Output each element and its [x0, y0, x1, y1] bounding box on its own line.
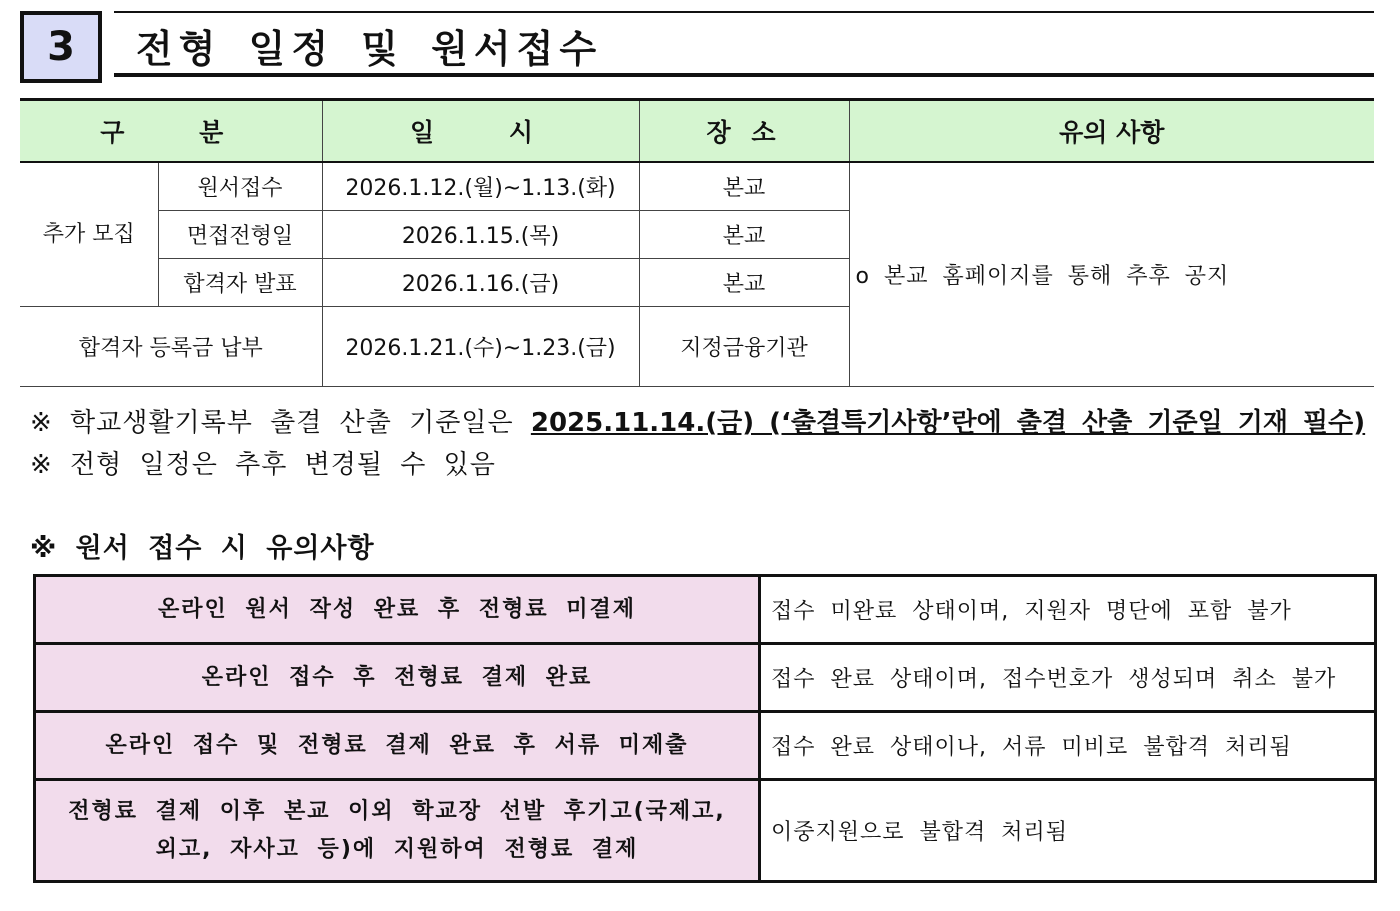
section-number: 3 — [20, 11, 102, 83]
caution-title: ※ 원서 접수 시 유의사항 — [30, 533, 375, 564]
notes-cell: o 본교 홈페이지를 통해 추후 공지 — [849, 162, 1374, 387]
row-item: 원서접수 — [158, 162, 322, 211]
caution-condition: 온라인 접수 및 전형료 결제 완료 후 서류 미제출 — [35, 712, 760, 780]
note-attendance-prefix: ※ 학교생활기록부 출결 산출 기준일은 — [30, 408, 531, 438]
payment-item: 합격자 등록금 납부 — [20, 307, 322, 387]
schedule-header-row — [20, 100, 1374, 163]
title-rule-bottom — [114, 73, 1374, 77]
header-category: 구 분 — [20, 100, 322, 163]
row-item: 합격자 발표 — [158, 259, 322, 307]
caution-result: 접수 미완료 상태이며, 지원자 명단에 포함 불가 — [760, 576, 1376, 644]
group-label: 추가 모집 — [20, 162, 158, 307]
table-row — [35, 712, 1376, 780]
header-notes: 유의 사항 — [849, 100, 1374, 163]
row-place: 본교 — [639, 259, 849, 307]
caution-result: 접수 완료 상태이며, 접수번호가 생성되며 취소 불가 — [760, 644, 1376, 712]
note-attendance — [30, 402, 1365, 439]
title-rule-top — [114, 11, 1374, 13]
note-attendance-emphasis: 2025.11.14.(금) (‘출결특기사항’란에 출결 산출 기준일 기재 필수) — [530, 408, 1366, 438]
table-row — [35, 576, 1376, 644]
row-place: 본교 — [639, 162, 849, 211]
payment-datetime: 2026.1.21.(수)~1.23.(금) — [322, 307, 639, 387]
header-place: 장 소 — [639, 100, 849, 163]
table-row — [20, 162, 1374, 211]
row-item: 면접전형일 — [158, 211, 322, 259]
caution-condition: 온라인 접수 후 전형료 결제 완료 — [35, 644, 760, 712]
table-row — [35, 780, 1376, 882]
row-datetime: 2026.1.16.(금) — [322, 259, 639, 307]
schedule-table — [20, 98, 1374, 387]
note-schedule-change: ※ 전형 일정은 추후 변경될 수 있음 — [30, 450, 496, 480]
section-title: 전형 일정 및 원서접수 — [136, 27, 603, 71]
caution-table — [33, 574, 1377, 883]
table-row — [35, 644, 1376, 712]
caution-result: 이중지원으로 불합격 처리됨 — [760, 780, 1376, 882]
caution-condition: 전형료 결제 이후 본교 이외 학교장 선발 후기고(국제고, 외고, 자사고 등)에 지원하여 전형료 결제 — [35, 780, 760, 882]
row-place: 본교 — [639, 211, 849, 259]
payment-place: 지정금융기관 — [639, 307, 849, 387]
row-datetime: 2026.1.15.(목) — [322, 211, 639, 259]
caution-condition: 온라인 원서 작성 완료 후 전형료 미결제 — [35, 576, 760, 644]
caution-result: 접수 완료 상태이나, 서류 미비로 불합격 처리됨 — [760, 712, 1376, 780]
header-datetime: 일 시 — [322, 100, 639, 163]
row-datetime: 2026.1.12.(월)~1.13.(화) — [322, 162, 639, 211]
